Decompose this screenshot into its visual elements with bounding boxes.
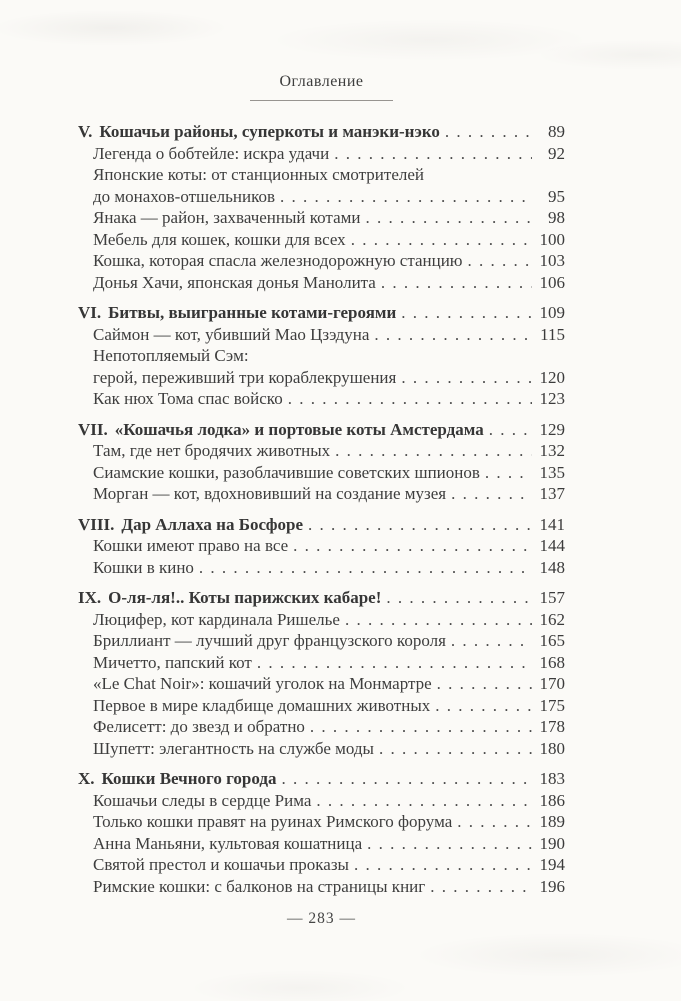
- toc-item-page-number: 95: [548, 186, 565, 206]
- dot-leader: [340, 609, 532, 631]
- chapter-page-number: 89: [548, 122, 565, 141]
- toc-item-title: Сиамские кошки, разоблачившие советских шпионов: [93, 462, 480, 482]
- toc-section: [78, 587, 565, 759]
- toc-item-title: Мичетто, папский кот: [93, 652, 252, 672]
- toc-section: [78, 768, 565, 897]
- header-divider: [250, 100, 393, 101]
- toc-item-title: Янака — район, захваченный котами: [93, 208, 361, 227]
- toc-item-entry: [78, 535, 565, 557]
- dot-leader: [330, 440, 532, 462]
- table-of-contents: [78, 121, 565, 897]
- toc-item-entry: [78, 557, 565, 579]
- toc-chapter-entry: [78, 768, 565, 790]
- dot-leader: [374, 738, 532, 760]
- dot-leader: [480, 462, 532, 484]
- toc-item-entry-continuation: [78, 164, 565, 186]
- chapter-title: Кошачьи районы, суперкоты и манэки-нэко: [99, 122, 440, 141]
- chapter-numeral: X.: [78, 769, 95, 788]
- toc-item-page-number: 144: [539, 536, 565, 555]
- toc-section: [78, 419, 565, 505]
- toc-item-title: Кошки имеют право на все: [93, 536, 289, 555]
- toc-chapter-entry: [78, 514, 565, 536]
- dot-leader: [252, 652, 532, 674]
- page-title: Оглавление: [279, 73, 364, 90]
- toc-item-entry: [78, 673, 565, 695]
- chapter-title: Битвы, выигранные котами-героями: [108, 303, 397, 322]
- toc-item-title: Люцифер, кот кардинала Ришелье: [93, 609, 340, 629]
- toc-item-title: Фелисетт: до звезд и обратно: [93, 717, 305, 736]
- toc-item-page-number: 103: [539, 251, 565, 270]
- dot-leader: [376, 272, 532, 294]
- toc-item-entry: [78, 609, 565, 631]
- chapter-numeral: VII.: [78, 419, 108, 439]
- chapter-page-number: 183: [539, 769, 565, 788]
- toc-item-entry: [78, 652, 565, 674]
- toc-item-page-number: 132: [539, 441, 565, 460]
- dot-leader: [446, 483, 532, 505]
- toc-item-title: Саймон — кот, убивший Мао Цзэдуна: [93, 324, 370, 344]
- toc-item-title: Мебель для кошек, кошки для всех: [93, 229, 346, 249]
- toc-item-entry: [78, 630, 565, 652]
- toc-item-entry: [78, 462, 565, 484]
- dot-leader: [305, 716, 532, 738]
- toc-section: [78, 121, 565, 293]
- toc-item-page-number: 92: [548, 143, 565, 163]
- toc-item-page-number: 180: [539, 738, 565, 758]
- toc-item-entry: [78, 388, 565, 410]
- dot-leader: [452, 811, 532, 833]
- dot-leader: [283, 388, 532, 410]
- toc-item-entry: [78, 143, 565, 165]
- toc-item-title: Легенда о бобтейле: искра удачи: [93, 143, 330, 163]
- chapter-title: О-ля-ля!.. Коты парижских кабаре!: [108, 588, 382, 607]
- dot-leader: [275, 186, 532, 208]
- dot-leader: [303, 514, 532, 536]
- toc-item-title: Там, где нет бродячих животных: [93, 441, 331, 460]
- page-number-footer: — 283 —: [287, 910, 356, 927]
- toc-item-page-number: 168: [539, 652, 565, 672]
- toc-item-page-number: 189: [539, 812, 565, 831]
- toc-section: [78, 302, 565, 410]
- toc-item-entry: [78, 440, 565, 462]
- toc-item-entry: [78, 250, 565, 272]
- toc-item-page-number: 98: [548, 208, 565, 227]
- toc-item-entry: [78, 272, 565, 294]
- dot-leader: [430, 695, 532, 717]
- chapter-page-number: 157: [539, 588, 565, 607]
- toc-item-entry: [78, 738, 565, 760]
- dot-leader: [288, 535, 532, 557]
- dot-leader: [446, 630, 532, 652]
- dot-leader: [432, 673, 532, 695]
- dot-leader: [463, 250, 532, 272]
- toc-chapter-entry: [78, 121, 565, 143]
- toc-item-entry: [78, 854, 565, 876]
- toc-item-title: Шупетт: элегантность на службе моды: [93, 738, 374, 758]
- dot-leader: [381, 587, 532, 609]
- chapter-numeral: VI.: [78, 303, 102, 322]
- toc-item-page-number: 148: [539, 557, 565, 577]
- toc-item-title: Кошачьи следы в сердце Рима: [93, 790, 312, 810]
- toc-item-page-number: 186: [539, 790, 565, 810]
- toc-item-title: Донья Хачи, японская донья Манолита: [93, 272, 376, 292]
- toc-item-entry: [78, 811, 565, 833]
- chapter-numeral: VIII.: [78, 514, 115, 534]
- toc-item-entry: [78, 207, 565, 229]
- toc-item-title: Японские коты: от станционных смотрителей: [93, 165, 424, 184]
- toc-item-entry: [78, 790, 565, 812]
- dot-leader: [425, 876, 532, 898]
- chapter-title: Дар Аллаха на Босфоре: [121, 514, 304, 534]
- toc-item-entry: [78, 833, 565, 855]
- chapter-page-number: 141: [539, 514, 565, 534]
- toc-item-entry: [78, 716, 565, 738]
- toc-item-title: Бриллиант — лучший друг французского короля: [93, 631, 446, 650]
- dot-leader: [440, 121, 532, 143]
- toc-item-entry-continuation: [78, 345, 565, 367]
- toc-item-page-number: 115: [540, 324, 565, 344]
- toc-item-page-number: 190: [539, 833, 565, 853]
- toc-item-entry: [78, 229, 565, 251]
- toc-item-page-number: 137: [539, 484, 565, 503]
- toc-item-entry: [78, 324, 565, 346]
- dot-leader: [346, 229, 532, 251]
- toc-item-title: Анна Маньяни, культовая кошатница: [93, 833, 363, 853]
- toc-chapter-entry: [78, 587, 565, 609]
- toc-item-title: Римские кошки: с балконов на страницы книг: [93, 876, 426, 896]
- toc-item-page-number: 170: [539, 674, 565, 693]
- toc-item-title: герой, переживший три кораблекрушения: [93, 367, 397, 387]
- chapter-numeral: V.: [78, 122, 93, 141]
- dot-leader: [194, 557, 532, 579]
- toc-item-page-number: 135: [539, 462, 565, 482]
- toc-item-title: «Le Chat Noir»: кошачий уголок на Монмартре: [93, 674, 432, 693]
- dot-leader: [369, 324, 532, 346]
- dot-leader: [360, 207, 532, 229]
- toc-item-title: Морган — кот, вдохновивший на создание музея: [93, 484, 447, 503]
- chapter-page-number: 129: [539, 419, 565, 439]
- chapter-page-number: 109: [539, 303, 565, 322]
- toc-item-page-number: 100: [539, 229, 565, 249]
- toc-item-page-number: 120: [539, 367, 565, 387]
- toc-item-title: Святой престол и кошачьи проказы: [93, 855, 349, 874]
- dot-leader: [396, 302, 532, 324]
- toc-item-page-number: 194: [539, 855, 565, 874]
- toc-item-entry: [78, 186, 565, 208]
- toc-item-title: Первое в мире кладбище домашних животных: [93, 695, 431, 715]
- dot-leader: [311, 790, 532, 812]
- dot-leader: [484, 419, 532, 441]
- toc-item-title: Непотопляемый Сэм:: [93, 346, 249, 365]
- dot-leader: [362, 833, 532, 855]
- toc-item-title: Только кошки правят на руинах Римского форума: [93, 812, 453, 831]
- toc-item-entry: [78, 367, 565, 389]
- toc-item-page-number: 175: [539, 695, 565, 715]
- toc-section: [78, 514, 565, 579]
- toc-item-title: Кошки в кино: [93, 557, 194, 577]
- dot-leader: [329, 143, 532, 165]
- toc-item-page-number: 196: [539, 876, 565, 896]
- toc-item-page-number: 123: [539, 389, 565, 408]
- chapter-title: «Кошачья лодка» и портовые коты Амстердама: [114, 419, 484, 439]
- chapter-numeral: IX.: [78, 588, 102, 607]
- toc-item-title: Как нюх Тома спас войско: [93, 389, 283, 408]
- dot-leader: [396, 367, 532, 389]
- toc-item-page-number: 178: [539, 717, 565, 736]
- toc-chapter-entry: [78, 419, 565, 441]
- chapter-title: Кошки Вечного города: [101, 769, 277, 788]
- dot-leader: [349, 854, 532, 876]
- toc-item-entry: [78, 695, 565, 717]
- dot-leader: [276, 768, 532, 790]
- page-content: [78, 0, 565, 928]
- toc-item-entry: [78, 876, 565, 898]
- toc-item-title: до монахов-отшельников: [93, 186, 276, 206]
- toc-chapter-entry: [78, 302, 565, 324]
- toc-item-page-number: 106: [539, 272, 565, 292]
- toc-item-page-number: 165: [539, 631, 565, 650]
- toc-item-page-number: 162: [539, 609, 565, 629]
- toc-item-title: Кошка, которая спасла железнодорожную станцию: [93, 251, 463, 270]
- toc-item-entry: [78, 483, 565, 505]
